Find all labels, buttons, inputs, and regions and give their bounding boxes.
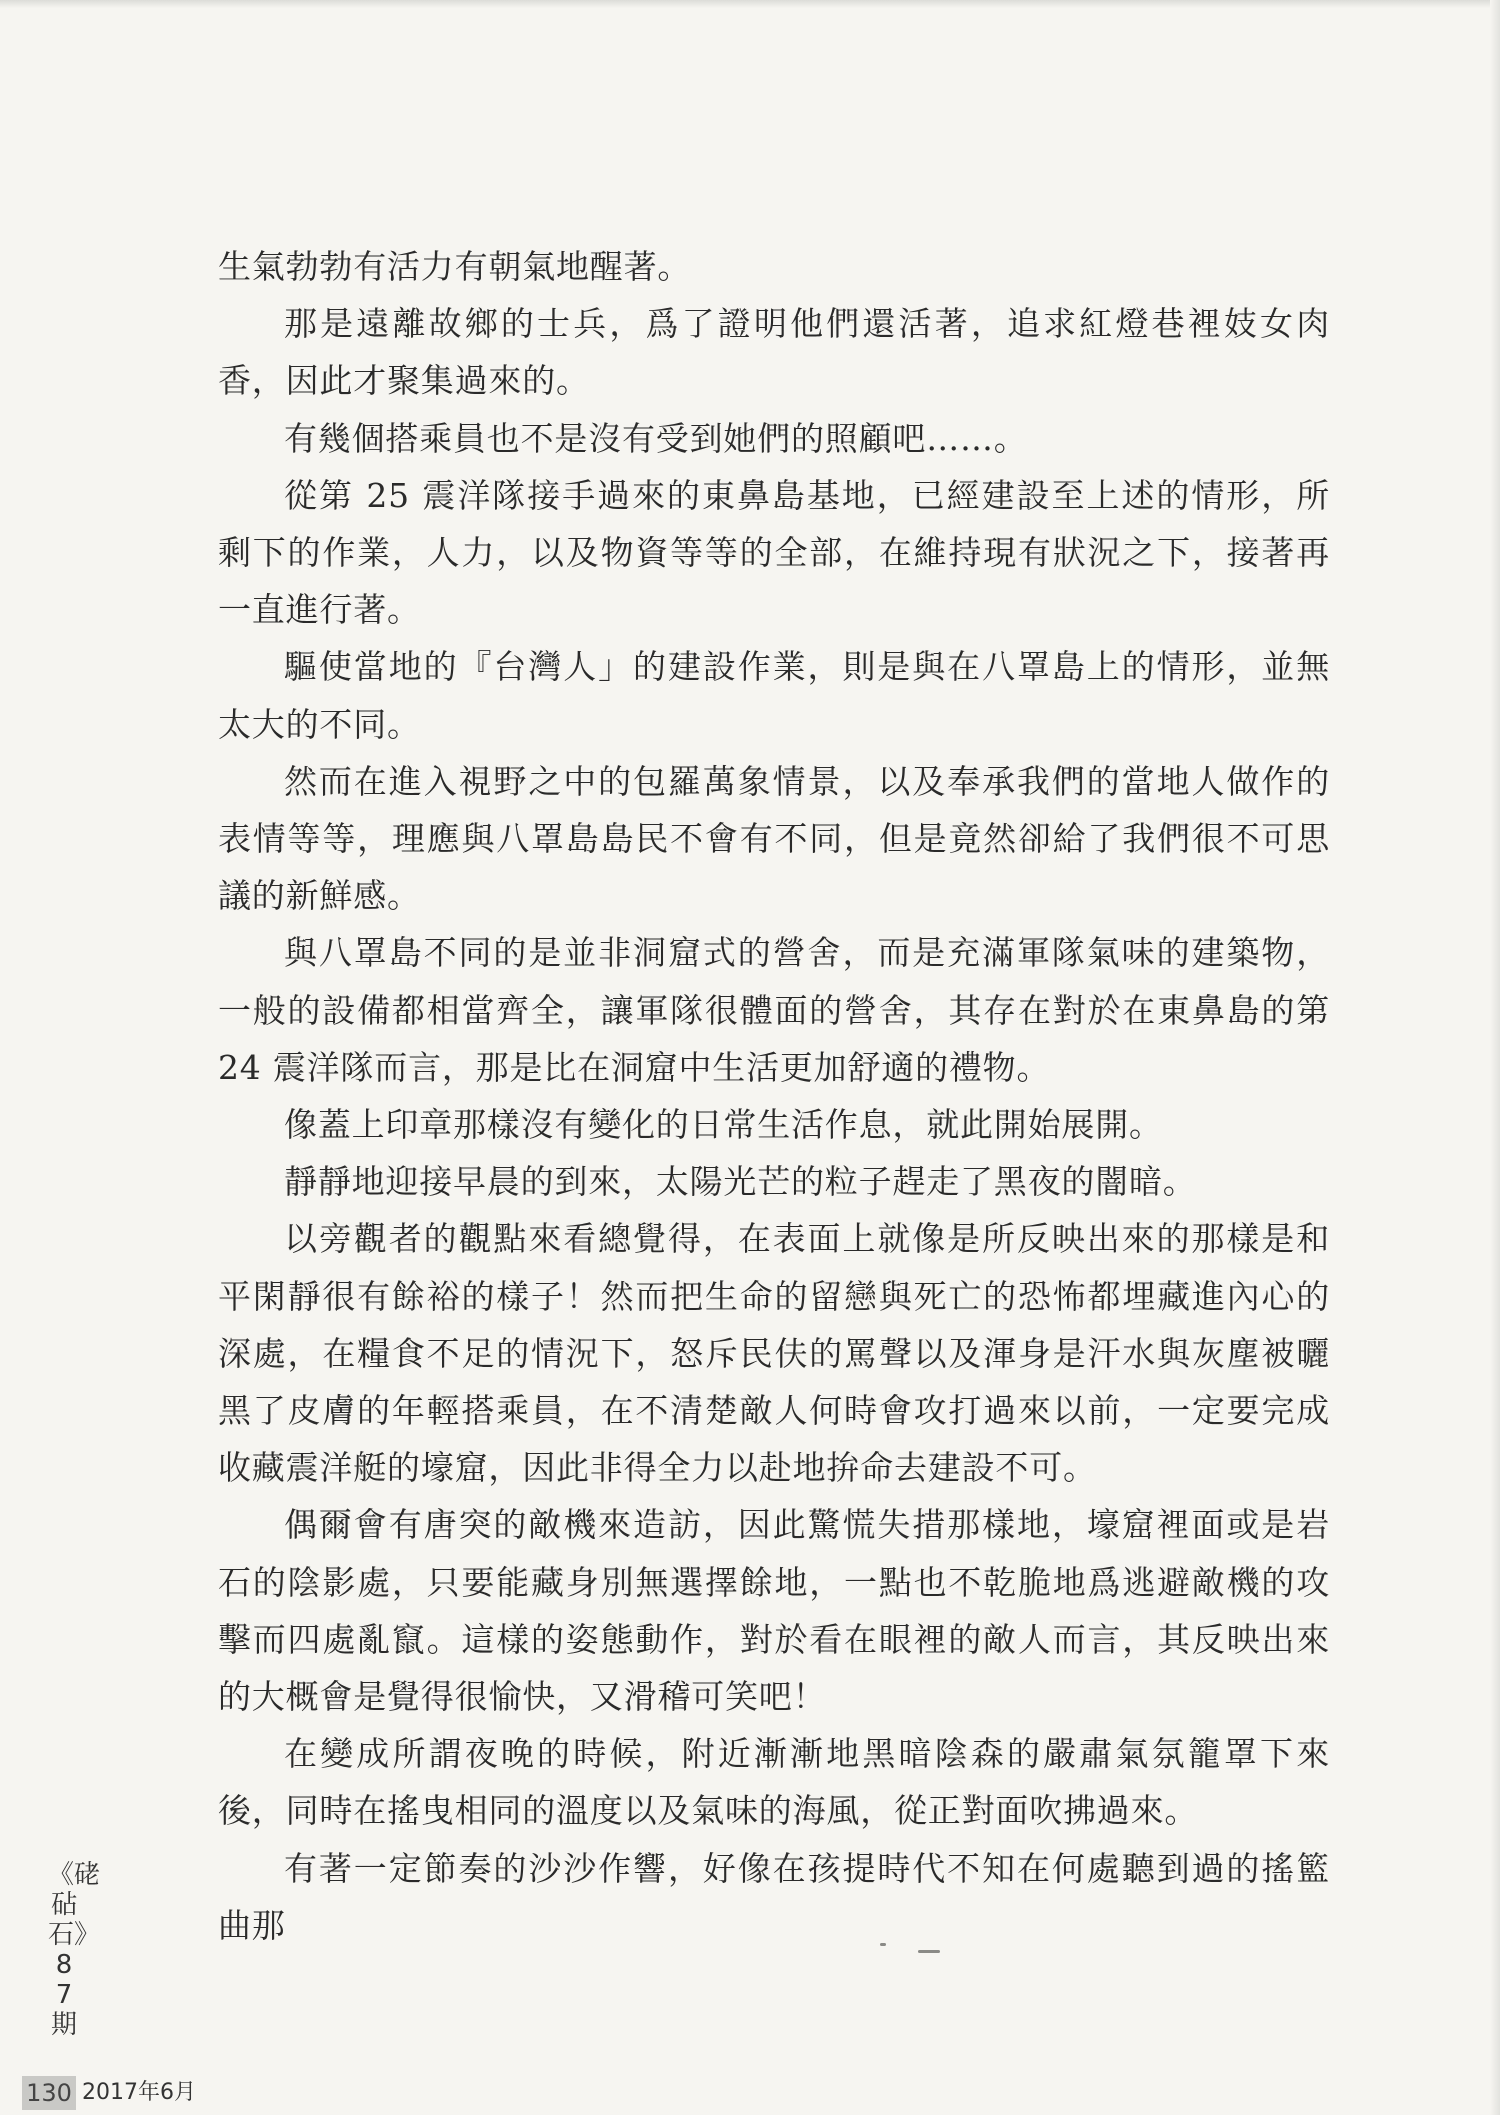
paragraph: 有幾個搭乘員也不是沒有受到她們的照顧吧……。 bbox=[284, 418, 1028, 458]
article-body bbox=[218, 238, 1330, 1954]
scan-speck bbox=[918, 1950, 940, 1953]
paragraph: 靜靜地迎接早晨的到來，太陽光芒的粒子趕走了黑夜的闇暗。 bbox=[284, 1162, 1197, 1202]
paragraph: 在變成所謂夜晚的時候，附近漸漸地黑暗陰森的嚴肅氣氛籠罩下來後，同時在搖曳相同的溫度以及氣味的海風，從正對面吹拂過來。 bbox=[218, 1734, 1330, 1831]
paragraph: 有著一定節奏的沙沙作響，好像在孩提時代不知在何處聽到過的搖籃曲那 bbox=[218, 1848, 1330, 1945]
page-number: 130 bbox=[22, 2076, 76, 2110]
paragraph: 像蓋上印章那樣沒有變化的日常生活作息，就此開始展開。 bbox=[284, 1105, 1163, 1145]
issue-date: 2017年6月 bbox=[82, 2080, 196, 2105]
scan-speck bbox=[880, 1943, 886, 1946]
paragraph: 生氣勃勃有活力有朝氣地醒著。 bbox=[218, 247, 692, 286]
journal-title-vertical: 《硓砧石》87期 bbox=[48, 1860, 101, 2040]
scan-edge-top bbox=[0, 0, 1500, 8]
paragraph: 然而在進入視野之中的包羅萬象情景，以及奉承我們的當地人做作的表情等等，理應與八罩島島民不會有不同，但是竟然卻給了我們很不可思議的新鮮感。 bbox=[218, 761, 1330, 916]
paragraph: 偶爾會有唐突的敵機來造訪，因此驚慌失措那樣地，壕窟裡面或是岩石的陰影處，只要能藏身別無選擇餘地，一點也不乾脆地爲逃避敵機的攻擊而四處亂竄。這樣的姿態動作，對於看在眼裡的敵人而言，其反映出來的大概會是覺得很愉快，又滑稽可笑吧！ bbox=[218, 1505, 1330, 1717]
paragraph: 驅使當地的『台灣人」的建設作業，則是與在八罩島上的情形，並無太大的不同。 bbox=[218, 647, 1330, 744]
paragraph: 與八罩島不同的是並非洞窟式的營舍，而是充滿軍隊氣味的建築物，一般的設備都相當齊全，讓軍隊很體面的營舍，其存在對於在東鼻島的第 24 震洋隊而言，那是比在洞窟中生活更加舒適的禮物。 bbox=[218, 933, 1330, 1087]
paragraph: 那是遠離故鄉的士兵，爲了證明他們還活著，追求紅燈巷裡妓女肉香，因此才聚集過來的。 bbox=[218, 304, 1330, 401]
paragraph: 以旁觀者的觀點來看總覺得，在表面上就像是所反映出來的那樣是和平閑靜很有餘裕的樣子！然而把生命的留戀與死亡的恐怖都埋藏進內心的深處，在糧食不足的情況下，怒斥民伕的罵聲以及渾身是汗水與灰塵被曬黑了皮膚的年輕搭乘員，在不清楚敵人何時會攻打過來以前，一定要完成收藏震洋艇的壕窟，因此非得全力以赴地拚命去建設不可。 bbox=[218, 1219, 1330, 1488]
scan-edge-right bbox=[1490, 0, 1500, 2115]
paragraph: 從第 25 震洋隊接手過來的東鼻島基地，已經建設至上述的情形，所剩下的作業，人力，以及物資等等的全部，在維持現有狀況之下，接著再一直進行著。 bbox=[218, 475, 1330, 630]
